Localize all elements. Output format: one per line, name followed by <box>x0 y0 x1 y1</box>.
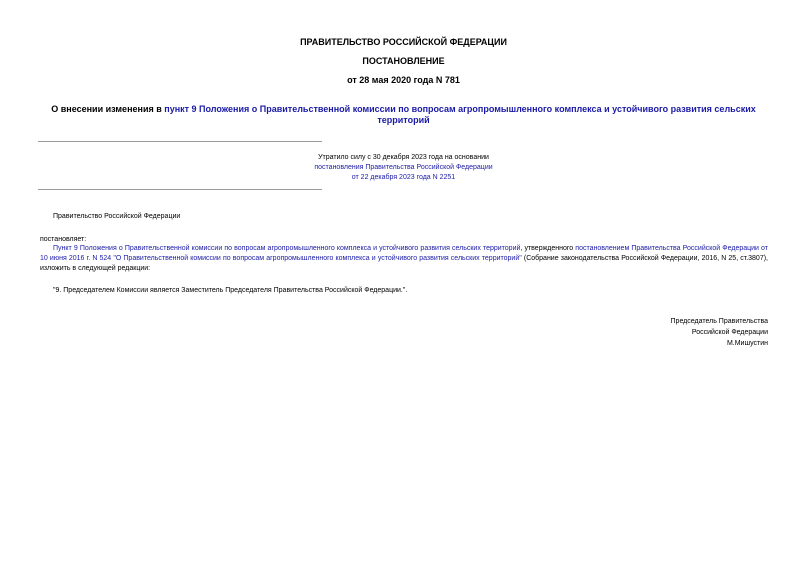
decree-link[interactable]: постановлением Правительства Российской Федерации от 10 июня 2016 г. N 524 "О Правительственной комиссии по вопросам агропромышленного комплекса и устойчивого развития сельских территорий" <box>40 245 768 262</box>
subject-link[interactable]: пункт 9 Положения о Правительственной комиссии по вопросам агропромышленного комплекса и устойчивого развития сельских территорий <box>164 104 756 125</box>
signature-title-2: Российской Федерации <box>691 329 768 336</box>
new-wording-quote: "9. Председателем Комиссии является Заместитель Председателя Правительства Российской Федерации.". <box>53 287 408 294</box>
government-line: Правительство Российской Федерации <box>53 213 181 220</box>
decides-line: постановляет: <box>40 236 87 243</box>
document-subject <box>40 104 767 126</box>
item-end-text: (Собрание законодательства Российской Федерации, 2016, N 25, ст.3807), изложить в следующей редакции: <box>40 255 768 272</box>
item-link[interactable]: Пункт 9 Положения о Правительственной комиссии по вопросам агропромышленного комплекса и устойчивого развития сельских территорий <box>53 245 521 252</box>
signature-block <box>671 316 768 349</box>
signature-name: М.Мишустин <box>726 340 768 347</box>
issuing-authority: ПРАВИТЕЛЬСТВО РОССИЙСКОЙ ФЕДЕРАЦИИ <box>300 37 507 47</box>
divider-top <box>38 141 322 142</box>
divider-bottom <box>38 189 322 190</box>
document-type: ПОСТАНОВЛЕНИЕ <box>362 56 445 66</box>
document-date-number: от 28 мая 2020 года N 781 <box>347 75 460 85</box>
repeal-line-1: Утратило силу с 30 декабря 2023 года на основании <box>318 154 489 161</box>
item-mid-text: , утвержденного <box>520 245 576 252</box>
repeal-decree-link[interactable]: постановления Правительства Российской Федерации <box>314 164 493 171</box>
repeal-decree-date-link[interactable]: от 22 декабря 2023 года N 2251 <box>351 174 456 181</box>
signature-title-1: Председатель Правительства <box>670 318 768 325</box>
subject-prefix: О внесении изменения в <box>51 104 165 114</box>
repeal-notice <box>200 153 607 183</box>
resolution-item <box>40 244 768 274</box>
